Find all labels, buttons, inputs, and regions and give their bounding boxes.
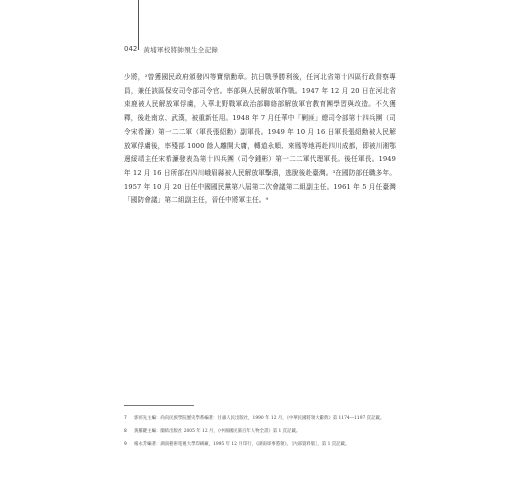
footnote (124, 415, 396, 424)
footnote (124, 428, 396, 437)
footnote-text: 黃羅鍵主編：團結出版社 2005 年 12 月，《中國國民黨百年人物全書》第 1 頁記載。 (134, 428, 301, 434)
footnote-divider (124, 405, 194, 406)
footnote-text: 郭祁先主編：尚向民族學院歷史學系編著：甘肅人民出版社，1990 年 12 月，《中華民國將領大辭典》第 1174—1197 頁記載。 (134, 416, 385, 421)
footnote-number: 7 (124, 416, 127, 421)
book-title: 黃埔軍校將帥殞生全記錄 (143, 45, 219, 54)
footnotes (124, 415, 396, 453)
body-paragraph: 少將，²曾獲國民政府頒發四等寶鼎勳章。抗日戰爭勝利後，任河北省第十四區行政督察專員，兼任該區保安司令部司令官。率部與人民解放軍作戰。1947 年 12 月 20 日在河北省束鹿被人民解放軍俘虜，入華北野戰軍政治部聯絡部解放軍官教育團學習與改造。不久獲釋，後赴南京、武漢，被重新任用。1948 年 7 月任華中「剿匪」總司令部第十四兵團（司令宋希濂）第一二二軍（軍長張紹勳）副軍長。1949 年 10 月 16 日軍長張紹勳被人民解放軍俘虜後，率殘部 1000 餘人離開大庸，轉道永順、來鳳等地再赴四川成都，即被川湘鄂邊綏靖主任宋希濂發表為第十四兵團（司令鍾彬）第一二二軍代理軍長。後任軍長。1949 年 12 月 16 日所部在四川峨眉縣被人民解放軍擊潰，逃脫後赴臺灣。³在國防部任職多年。1957 年 10 月 20 日任中國國民黨第八屆第二次會議第二組副主任。1961 年 5 月任臺灣「國防會議」第二組副主任，晉任中將軍主任。⁹ (124, 73, 396, 205)
running-header (124, 43, 218, 55)
footnote (124, 441, 396, 450)
footnote-number: 9 (124, 441, 127, 447)
footnote-number: 8 (124, 428, 127, 434)
page-number: 042 (124, 45, 138, 53)
footnote-text: 楊永芳編著：湖南藝術電視大學印刷廠，1995 年 12 月印行，《湖南軍事將領》，［內部資料版］，第 1 頁記載。 (134, 441, 350, 447)
body-text (124, 71, 396, 208)
